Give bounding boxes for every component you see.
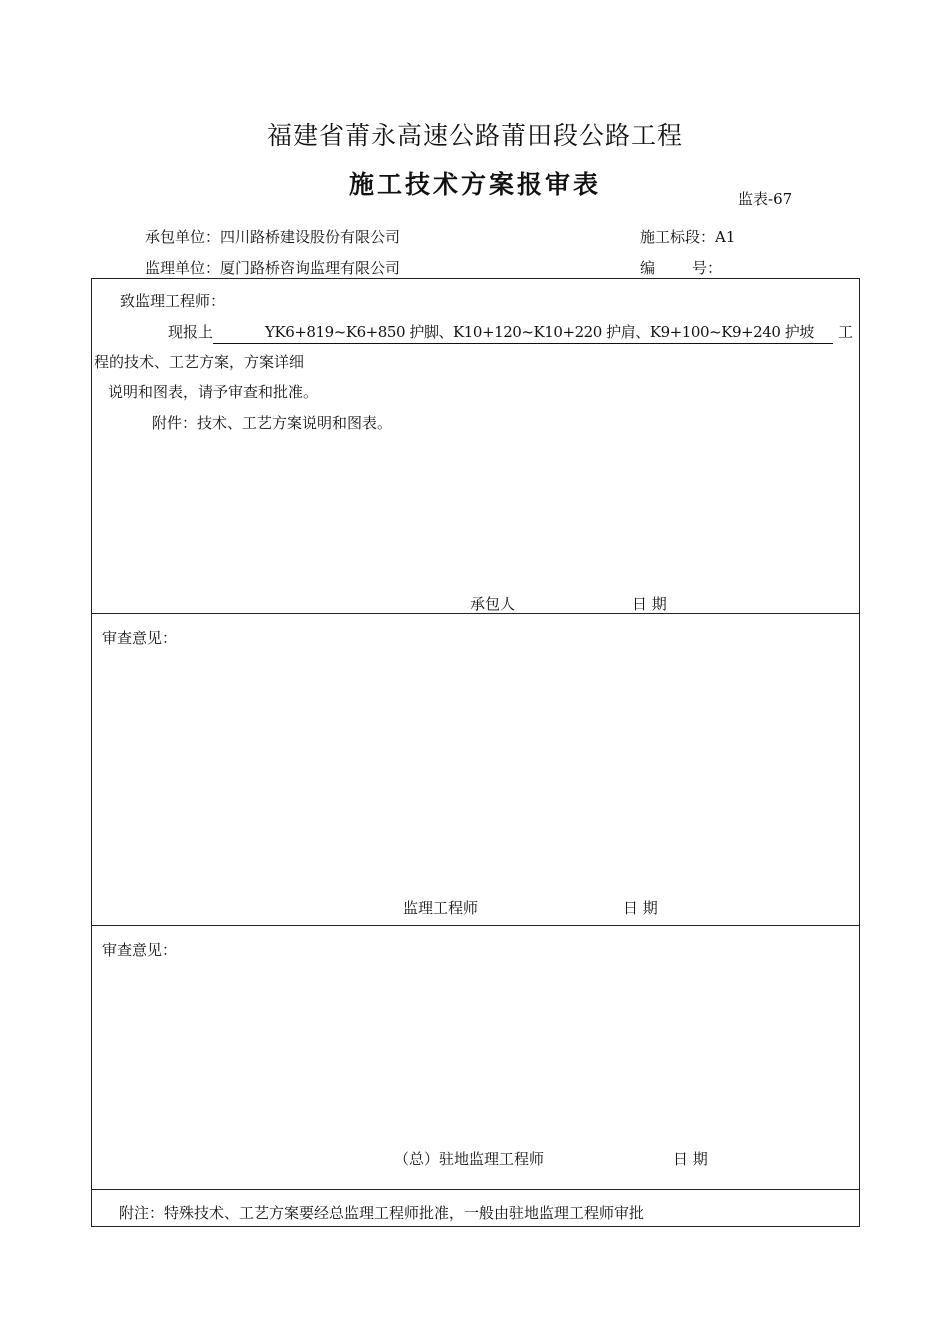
contractor-value: 四川路桥建设股份有限公司 [220,228,401,246]
salutation: 致监理工程师： [120,292,226,310]
submission-line-3: 说明和图表，请予审查和批准。 [108,383,319,401]
submission-line [168,321,833,344]
supervisor-row [145,257,400,278]
form-table [91,278,860,1227]
submission-suffix: 工 [838,323,854,341]
engineer-date-label: 日 期 [623,899,658,917]
number-label-b: 号： [692,259,723,277]
form-number: 监表-67 [738,190,793,208]
contractor-row [145,226,400,247]
divider-2 [92,925,859,926]
footnote: 附注：特殊技术、工艺方案要经总监理工程师批准，一般由驻地监理工程师审批 [119,1204,645,1222]
contractor-label: 承包单位： [145,228,221,246]
review-heading-1: 审查意见： [102,629,178,647]
supervisor-value: 厦门路桥咨询监理有限公司 [220,259,401,277]
attachment-note: 附件：技术、工艺方案说明和图表。 [152,414,393,432]
document-title: 福建省莆永高速公路莆田段公路工程 [266,121,683,150]
form-title: 施工技术方案报审表 [348,170,601,199]
submission-line-2: 程的技术、工艺方案，方案详细 [94,353,305,371]
resident-engineer-signature-label: （总）驻地监理工程师 [394,1150,545,1168]
engineer-signature-label: 监理工程师 [403,899,479,917]
contractor-signature-label: 承包人 [470,595,516,613]
section-row [640,226,735,247]
submission-prefix: 现报上 [168,323,214,341]
section-label: 施工标段： [640,228,716,246]
submission-items: YK6+819~K6+850 护脚、K10+120~K10+220 护肩、K9+100~K9+240 护坡 [213,321,833,344]
section-value: A1 [715,228,736,246]
resident-engineer-date-label: 日 期 [673,1150,708,1168]
number-label-a: 编 [640,259,656,277]
contractor-date-label: 日 期 [632,595,667,613]
supervisor-label: 监理单位： [145,259,221,277]
review-heading-2: 审查意见： [102,941,178,959]
divider-3 [92,1189,859,1190]
